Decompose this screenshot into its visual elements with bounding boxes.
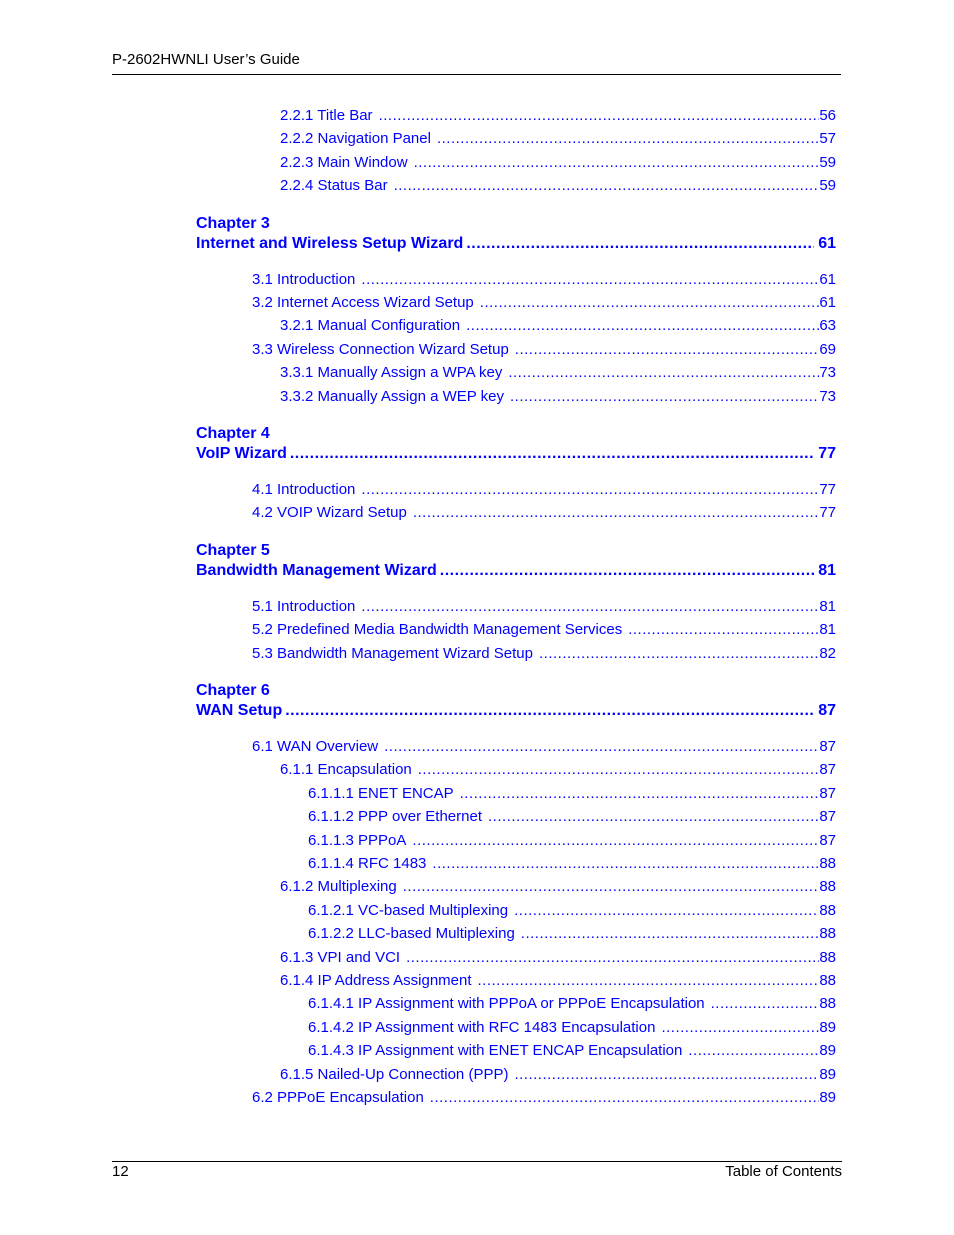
toc-entry-title: 5.3 Bandwidth Management Wizard Setup (252, 644, 533, 662)
dot-leader (661, 1019, 819, 1037)
dot-leader (412, 832, 819, 850)
dot-leader (440, 561, 814, 580)
toc-chapter-entry[interactable] (196, 561, 836, 580)
dot-leader (466, 234, 814, 253)
dot-leader (466, 317, 819, 335)
dot-leader (403, 878, 820, 896)
toc-entry[interactable] (280, 388, 836, 406)
dot-leader (515, 341, 820, 359)
toc-page-number: 82 (819, 644, 836, 662)
toc-entry-title: 6.1.2.2 LLC-based Multiplexing (308, 925, 515, 943)
toc-entry-title: 6.1.5 Nailed-Up Connection (PPP) (280, 1065, 509, 1083)
toc-page-number: 88 (819, 878, 836, 896)
toc-page-number: 89 (819, 1089, 836, 1106)
toc-entry-title: 6.2 PPPoE Encapsulation (252, 1089, 424, 1106)
dot-leader (432, 855, 819, 873)
toc-entry[interactable] (280, 1066, 836, 1084)
toc-page-number: 57 (819, 130, 836, 148)
toc-entry-title: 6.1.4.2 IP Assignment with RFC 1483 Encapsulation (308, 1018, 656, 1036)
dot-leader (418, 761, 820, 779)
toc-entry[interactable] (252, 1089, 836, 1107)
toc-entry-title: 6.1.1.3 PPPoA (308, 831, 407, 849)
page-footer (112, 1161, 842, 1181)
dot-leader (406, 949, 819, 967)
toc-entry[interactable] (280, 364, 836, 382)
toc-entry-title: 6.1.4.3 IP Assignment with ENET ENCAP Encapsulation (308, 1042, 683, 1060)
toc-entry[interactable] (308, 832, 836, 850)
toc-entry[interactable] (252, 621, 836, 639)
toc-page-number: 81 (818, 561, 836, 579)
toc-entry-title: 4.2 VOIP Wizard Setup (252, 504, 407, 522)
toc-entry[interactable] (252, 645, 836, 663)
toc-entry[interactable] (252, 341, 836, 359)
toc-entry-title: WAN Setup (196, 702, 283, 719)
toc-chapter-entry[interactable] (196, 701, 836, 720)
toc-page-number: 88 (819, 925, 836, 943)
chapter-label[interactable]: Chapter 5 (196, 541, 270, 559)
dot-leader (688, 1042, 819, 1060)
dot-leader (290, 444, 814, 463)
dot-leader (539, 645, 819, 663)
toc-page-number: 88 (819, 972, 836, 989)
toc-page-number: 88 (819, 901, 836, 919)
dot-leader (414, 154, 820, 172)
toc-page-number: 61 (819, 270, 836, 288)
toc-page-number: 87 (819, 761, 836, 779)
toc-entry-title: 3.2.1 Manual Configuration (280, 317, 461, 335)
toc-entry[interactable] (280, 972, 836, 990)
chapter-label[interactable]: Chapter 3 (196, 214, 270, 232)
section-title: Table of Contents (725, 1163, 842, 1180)
toc-entry-title: 6.1.2 Multiplexing (280, 878, 397, 896)
toc-entry[interactable] (252, 738, 836, 756)
toc-page-number: 88 (819, 995, 836, 1013)
dot-leader (361, 598, 819, 616)
dot-leader (413, 504, 820, 522)
dot-leader (460, 785, 820, 803)
toc-entry-title: 3.3.1 Manually Assign a WPA key (280, 364, 503, 382)
toc-page-number: 89 (819, 1018, 836, 1036)
toc-page-number: 77 (819, 504, 836, 522)
toc-entry-title: 2.2.4 Status Bar (280, 177, 388, 195)
toc-entry[interactable] (280, 878, 836, 896)
toc-page-number: 88 (819, 948, 836, 966)
page-number: 12 (112, 1163, 129, 1180)
toc-page-number: 87 (819, 808, 836, 826)
toc-entry[interactable] (308, 925, 836, 943)
toc-entry-title: 6.1.1.4 RFC 1483 (308, 855, 427, 872)
toc-page-number: 89 (819, 1042, 836, 1060)
toc-entry-title: VoIP Wizard (196, 445, 287, 462)
toc-entry[interactable] (280, 107, 836, 125)
toc-entry[interactable] (308, 808, 836, 826)
toc-page-number: 77 (819, 481, 836, 498)
toc-entry[interactable] (308, 902, 836, 920)
toc-page-number: 63 (819, 317, 836, 335)
toc-page-number: 69 (819, 340, 836, 358)
toc-entry-title: 6.1.1.1 ENET ENCAP (308, 784, 454, 802)
toc-page-number: 87 (819, 831, 836, 849)
dot-leader (478, 972, 820, 990)
toc-chapter-entry[interactable] (196, 444, 836, 463)
toc-page-number: 73 (819, 387, 836, 405)
toc-entry[interactable] (252, 598, 836, 616)
toc-entry[interactable] (280, 949, 836, 967)
toc-page-number: 73 (819, 364, 836, 382)
dot-leader (628, 621, 819, 639)
toc-entry-title: 5.1 Introduction (252, 597, 356, 615)
toc-entry-title: 6.1.1 Encapsulation (280, 761, 412, 779)
toc-entry[interactable] (252, 481, 836, 499)
toc-entry-title: 6.1.1.2 PPP over Ethernet (308, 808, 483, 826)
toc-entry-title: 4.1 Introduction (252, 481, 356, 498)
toc-entry[interactable] (280, 130, 836, 148)
toc-entry-title: 3.3 Wireless Connection Wizard Setup (252, 340, 509, 358)
toc-entry[interactable] (280, 317, 836, 335)
toc-chapter-entry[interactable] (196, 234, 836, 253)
toc-page-number: 89 (819, 1065, 836, 1083)
toc-page-number: 81 (819, 621, 836, 639)
toc-page-number: 77 (818, 445, 836, 462)
toc-page-number: 59 (819, 153, 836, 171)
chapter-label[interactable]: Chapter 4 (196, 425, 270, 442)
dot-leader (514, 902, 819, 920)
chapter-label[interactable]: Chapter 6 (196, 682, 270, 699)
toc-page-number: 61 (819, 294, 836, 311)
toc-entry-title: Internet and Wireless Setup Wizard (196, 234, 464, 252)
toc-entry[interactable] (308, 855, 836, 873)
dot-leader (437, 130, 819, 148)
toc-entry-title: 6.1.4 IP Address Assignment (280, 972, 472, 989)
toc-entry-title: 3.2 Internet Access Wizard Setup (252, 294, 474, 311)
dot-leader (430, 1089, 820, 1107)
toc-entry-title: 6.1 WAN Overview (252, 738, 379, 755)
toc-entry-title: 3.1 Introduction (252, 270, 356, 288)
toc-page-number: 87 (819, 738, 836, 755)
toc-entry-title: 2.2.1 Title Bar (280, 107, 373, 124)
toc-entry[interactable] (308, 785, 836, 803)
toc-page-number: 59 (819, 177, 836, 195)
toc-page-number: 88 (819, 855, 836, 872)
toc-entry[interactable] (308, 1019, 836, 1037)
dot-leader (384, 738, 819, 756)
toc-entry[interactable] (280, 154, 836, 172)
toc-entry-title: 2.2.2 Navigation Panel (280, 130, 431, 148)
toc-entry[interactable] (280, 177, 836, 195)
dot-leader (508, 364, 819, 382)
toc-page-number: 87 (818, 702, 836, 719)
toc-entry-title: 3.3.2 Manually Assign a WEP key (280, 387, 505, 405)
guide-title: P-2602HWNLI User’s Guide (112, 51, 300, 68)
toc-entry[interactable] (252, 294, 836, 312)
dot-leader (488, 808, 819, 826)
dot-leader (361, 271, 819, 289)
toc-page-number: 56 (819, 107, 836, 124)
toc-entry-title: 2.2.3 Main Window (280, 153, 408, 171)
toc-entry[interactable] (280, 761, 836, 779)
toc-entry-title: 5.2 Predefined Media Bandwidth Management Services (252, 621, 623, 639)
toc-entry-title: Bandwidth Management Wizard (196, 561, 437, 579)
toc-entry[interactable] (252, 504, 836, 522)
dot-leader (394, 177, 820, 195)
toc-entry[interactable] (252, 271, 836, 289)
dot-leader (285, 701, 814, 720)
dot-leader (510, 388, 819, 406)
toc-entry[interactable] (308, 995, 836, 1013)
toc-entry-title: 6.1.2.1 VC-based Multiplexing (308, 901, 509, 919)
dot-leader (379, 107, 820, 125)
dot-leader (521, 925, 820, 943)
dot-leader (480, 294, 820, 312)
toc-page-number: 81 (819, 597, 836, 615)
toc-page-number: 61 (818, 234, 836, 252)
toc-page-number: 87 (819, 784, 836, 802)
dot-leader (514, 1066, 819, 1084)
toc-entry-title: 6.1.4.1 IP Assignment with PPPoA or PPPoE Encapsulation (308, 995, 705, 1013)
toc-entry[interactable] (308, 1042, 836, 1060)
dot-leader (361, 481, 819, 499)
toc-entry-title: 6.1.3 VPI and VCI (280, 948, 401, 966)
dot-leader (711, 995, 820, 1013)
